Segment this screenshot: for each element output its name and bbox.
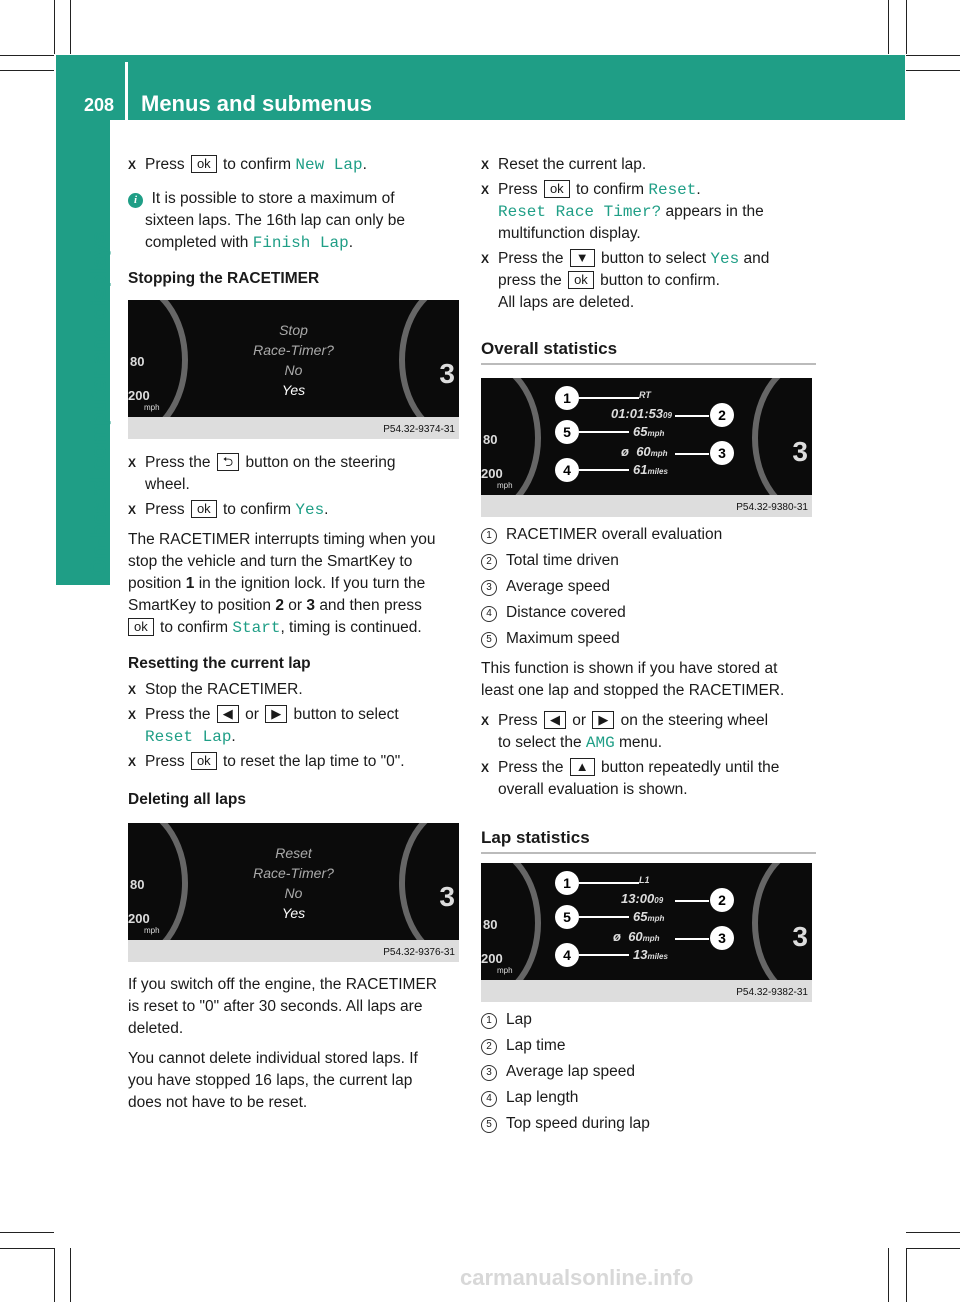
figure-code: P54.32-9382-31	[736, 987, 808, 998]
info-note: i It is possible to store a maximum of	[128, 188, 463, 210]
gauge-unit: mph	[144, 403, 160, 412]
step-arrow-icon: X	[128, 503, 137, 517]
display-avg-speed: ø 60mph	[613, 929, 660, 944]
step-arrow-icon: X	[481, 183, 490, 197]
gauge-label: 80	[130, 354, 145, 369]
paragraph-line: ok to confirm Start, timing is continued.	[128, 617, 463, 639]
display-text: Yes	[295, 501, 325, 519]
legend-item: 2 Lap time	[481, 1035, 816, 1057]
display-line: Reset	[275, 845, 312, 861]
callout-line	[675, 900, 709, 902]
legend-number: 2	[481, 554, 497, 570]
legend-item: 1 RACETIMER overall evaluation	[481, 524, 816, 546]
right-column-2	[481, 524, 816, 854]
crop-mark	[906, 0, 907, 54]
step-line: multifunction display.	[498, 225, 641, 242]
header-divider	[125, 62, 128, 120]
display-screen	[481, 863, 812, 980]
gauge-label: 200	[128, 911, 150, 926]
figure-caption-bar	[128, 417, 459, 439]
legend-item: 4 Lap length	[481, 1087, 816, 1109]
step: X Press ok to confirm Reset.	[481, 181, 701, 199]
display-time: 13:0009	[621, 891, 664, 906]
figure-stop-racetimer	[128, 300, 459, 439]
crop-mark	[54, 1248, 55, 1302]
display-distance: 13miles	[633, 947, 668, 962]
legend-item: 5 Maximum speed	[481, 628, 816, 650]
legend-number: 1	[481, 528, 497, 544]
gauge-unit: mph	[497, 481, 513, 490]
crop-mark	[888, 0, 889, 54]
display-text: Reset Race Timer?	[498, 203, 662, 221]
crop-mark	[54, 0, 55, 54]
info-line: completed with Finish Lap.	[145, 234, 354, 252]
step-arrow-icon: X	[128, 158, 137, 172]
crop-mark	[906, 70, 960, 71]
display-text: Reset Lap	[145, 728, 232, 746]
display-text: Start	[232, 619, 281, 637]
step-line: wheel.	[145, 476, 190, 493]
callout-1: 1	[555, 386, 579, 410]
heading-lap-statistics: Lap statistics	[481, 827, 816, 854]
callout-4: 4	[555, 458, 579, 482]
legend-number: 5	[481, 1117, 497, 1133]
display-text: Yes	[710, 250, 740, 268]
display-text: Finish Lap	[252, 234, 349, 252]
display-screen	[481, 378, 812, 495]
callout-line	[579, 431, 629, 433]
right-key: ▶	[265, 705, 287, 723]
ok-key: ok	[191, 752, 217, 770]
step: X Press ok to confirm Yes.	[128, 501, 329, 519]
step-line: Reset Race Timer? appears in the	[498, 203, 764, 221]
gauge-label: 3	[439, 881, 455, 912]
gauge-label: 200	[481, 466, 503, 481]
step-arrow-icon: X	[481, 252, 490, 266]
step-arrow-icon: X	[481, 714, 490, 728]
figure-code: P54.32-9376-31	[383, 947, 455, 958]
legend-item: 2 Total time driven	[481, 550, 816, 572]
left-key: ◀	[217, 705, 239, 723]
gauge-unit: mph	[144, 926, 160, 935]
display-text: Reset	[648, 181, 697, 199]
step-arrow-icon: X	[128, 755, 137, 769]
figure-caption-bar	[128, 940, 459, 962]
gauge-label: 80	[483, 432, 498, 447]
callout-line	[579, 397, 639, 399]
watermark: carmanualsonline.info	[460, 1265, 694, 1290]
callout-line	[579, 954, 629, 956]
paragraph: If you switch off the engine, the RACETIMER	[128, 976, 437, 993]
info-line: sixteen laps. The 16th lap can only be	[145, 212, 405, 229]
step: X Press ok to confirm New Lap.	[128, 156, 367, 174]
gauge-label: 200	[481, 951, 503, 966]
display-screen	[128, 300, 459, 417]
callout-5: 5	[555, 905, 579, 929]
crop-mark	[70, 1248, 71, 1302]
right-column-3	[481, 1009, 816, 1135]
left-key: ◀	[544, 711, 566, 729]
display-line: Race-Timer?	[253, 865, 334, 881]
step: X Stop the RACETIMER.	[128, 679, 463, 701]
display-line-selected: Yes	[281, 905, 306, 921]
callout-line	[579, 882, 639, 884]
step-arrow-icon: X	[481, 158, 490, 172]
gauge-label: 3	[792, 921, 808, 952]
paragraph: This function is shown if you have stored at	[481, 660, 778, 677]
paragraph-line: is reset to "0" after 30 seconds. All laps are	[128, 998, 423, 1015]
display-text: AMG	[585, 734, 615, 752]
crop-mark	[70, 0, 71, 54]
legend-item: 5 Top speed during lap	[481, 1113, 816, 1135]
paragraph: You cannot delete individual stored laps. If	[128, 1050, 418, 1067]
step-arrow-icon: X	[128, 708, 137, 722]
step-arrow-icon: X	[128, 683, 137, 697]
legend-number: 5	[481, 632, 497, 648]
callout-1: 1	[555, 871, 579, 895]
paragraph-line: SmartKey to position 2 or 3 and then press	[128, 597, 422, 614]
step: X Press ok to reset the lap time to "0".	[128, 751, 463, 773]
gauge-label: 80	[483, 917, 498, 932]
overall-legend	[481, 524, 816, 650]
figure-code: P54.32-9374-31	[383, 424, 455, 435]
crop-mark	[906, 55, 960, 56]
side-tab-label: On-board computer and displays	[86, 231, 111, 576]
paragraph-line: stop the vehicle and turn the SmartKey to	[128, 553, 413, 570]
ok-key: ok	[568, 271, 594, 289]
crop-mark	[888, 1248, 889, 1302]
callout-3: 3	[710, 441, 734, 465]
step: X Reset the current lap.	[481, 154, 816, 176]
step-line: press the ok button to confirm.	[498, 272, 720, 289]
display-line: Stop	[279, 322, 308, 338]
legend-number: 4	[481, 606, 497, 622]
display-screen	[128, 823, 459, 940]
step: X Press the ◀ or ▶ button to select	[128, 704, 463, 726]
display-rt: RT	[639, 390, 651, 400]
figure-overall-statistics	[481, 378, 812, 517]
step: X Press the ▼ button to select Yes and	[481, 250, 770, 268]
legend-item: 3 Average speed	[481, 576, 816, 598]
callout-4: 4	[555, 943, 579, 967]
crop-mark	[906, 1232, 960, 1233]
crop-mark	[0, 55, 54, 56]
callout-5: 5	[555, 420, 579, 444]
heading-resetting: Resetting the current lap	[128, 655, 311, 672]
callout-line	[675, 938, 709, 940]
figure-caption-bar	[481, 495, 812, 517]
legend-number: 2	[481, 1039, 497, 1055]
crop-mark	[0, 1248, 54, 1249]
step: X Press the ⮌ button on the steering	[128, 452, 463, 474]
display-text: New Lap	[295, 156, 363, 174]
heading-stopping: Stopping the RACETIMER	[128, 270, 320, 287]
down-key: ▼	[570, 249, 595, 267]
figure-caption-bar	[481, 980, 812, 1002]
left-column	[128, 154, 463, 290]
page-title: Menus and submenus	[141, 91, 373, 116]
callout-3: 3	[710, 926, 734, 950]
legend-number: 3	[481, 580, 497, 596]
display-line-selected: Yes	[281, 382, 306, 398]
paragraph-line: does not have to be reset.	[128, 1094, 308, 1111]
step-line: All laps are deleted.	[498, 294, 635, 311]
callout-line	[579, 916, 629, 918]
ok-key: ok	[544, 180, 570, 198]
figure-code: P54.32-9380-31	[736, 502, 808, 513]
gauge-label: 3	[439, 358, 455, 389]
legend-item: 4 Distance covered	[481, 602, 816, 624]
heading-overall-statistics: Overall statistics	[481, 338, 816, 365]
legend-number: 1	[481, 1013, 497, 1029]
paragraph-line: position 1 in the ignition lock. If you turn the	[128, 575, 426, 592]
gauge-label: 200	[128, 388, 150, 403]
ok-key: ok	[191, 500, 217, 518]
legend-number: 3	[481, 1065, 497, 1081]
ok-key: ok	[128, 618, 154, 636]
step-arrow-icon: X	[128, 456, 137, 470]
callout-line	[675, 453, 709, 455]
step: X Press ◀ or ▶ on the steering wheel	[481, 710, 816, 732]
paragraph-line: you have stopped 16 laps, the current lap	[128, 1072, 413, 1089]
paragraph-line: least one lap and stopped the RACETIMER.	[481, 682, 785, 699]
callout-2: 2	[710, 888, 734, 912]
paragraph-line: deleted.	[128, 1020, 184, 1037]
display-time: 01:01:5309	[611, 406, 672, 421]
info-icon: i	[128, 193, 143, 208]
page-number: 208	[84, 95, 115, 115]
left-column-3	[128, 974, 463, 1114]
display-max-speed: 65mph	[633, 909, 665, 924]
step-arrow-icon: X	[481, 761, 490, 775]
figure-reset-racetimer	[128, 823, 459, 962]
display-line: No	[284, 362, 303, 378]
callout-line	[675, 415, 709, 417]
ok-key: ok	[191, 155, 217, 173]
crop-mark	[906, 1248, 907, 1302]
figure-lap-statistics	[481, 863, 812, 1002]
left-column-2	[128, 452, 463, 811]
legend-item: 1 Lap	[481, 1009, 816, 1031]
lap-legend	[481, 1009, 816, 1135]
legend-number: 4	[481, 1091, 497, 1107]
display-line: No	[284, 885, 303, 901]
crop-mark	[906, 1248, 960, 1249]
right-key: ▶	[592, 711, 614, 729]
right-column	[481, 154, 816, 365]
gauge-label: 80	[130, 877, 145, 892]
callout-line	[579, 469, 629, 471]
up-key: ▲	[570, 758, 595, 776]
display-distance: 61miles	[633, 462, 668, 477]
step-line: to select the AMG menu.	[498, 734, 663, 752]
back-key: ⮌	[217, 453, 239, 471]
crop-mark	[0, 70, 54, 71]
display-lap: L1	[639, 875, 650, 885]
heading-deleting: Deleting all laps	[128, 791, 247, 808]
gauge-unit: mph	[497, 966, 513, 975]
display-line: Race-Timer?	[253, 342, 334, 358]
display-max-speed: 65mph	[633, 424, 665, 439]
step: X Press the ▲ button repeatedly until the	[481, 757, 816, 779]
display-avg-speed: ø 60mph	[621, 444, 668, 459]
legend-item: 3 Average lap speed	[481, 1061, 816, 1083]
crop-mark	[0, 1232, 54, 1233]
step-line: overall evaluation is shown.	[498, 781, 688, 798]
callout-2: 2	[710, 403, 734, 427]
paragraph: The RACETIMER interrupts timing when you	[128, 531, 436, 548]
gauge-label: 3	[792, 436, 808, 467]
step-line: Reset Lap.	[145, 728, 236, 746]
